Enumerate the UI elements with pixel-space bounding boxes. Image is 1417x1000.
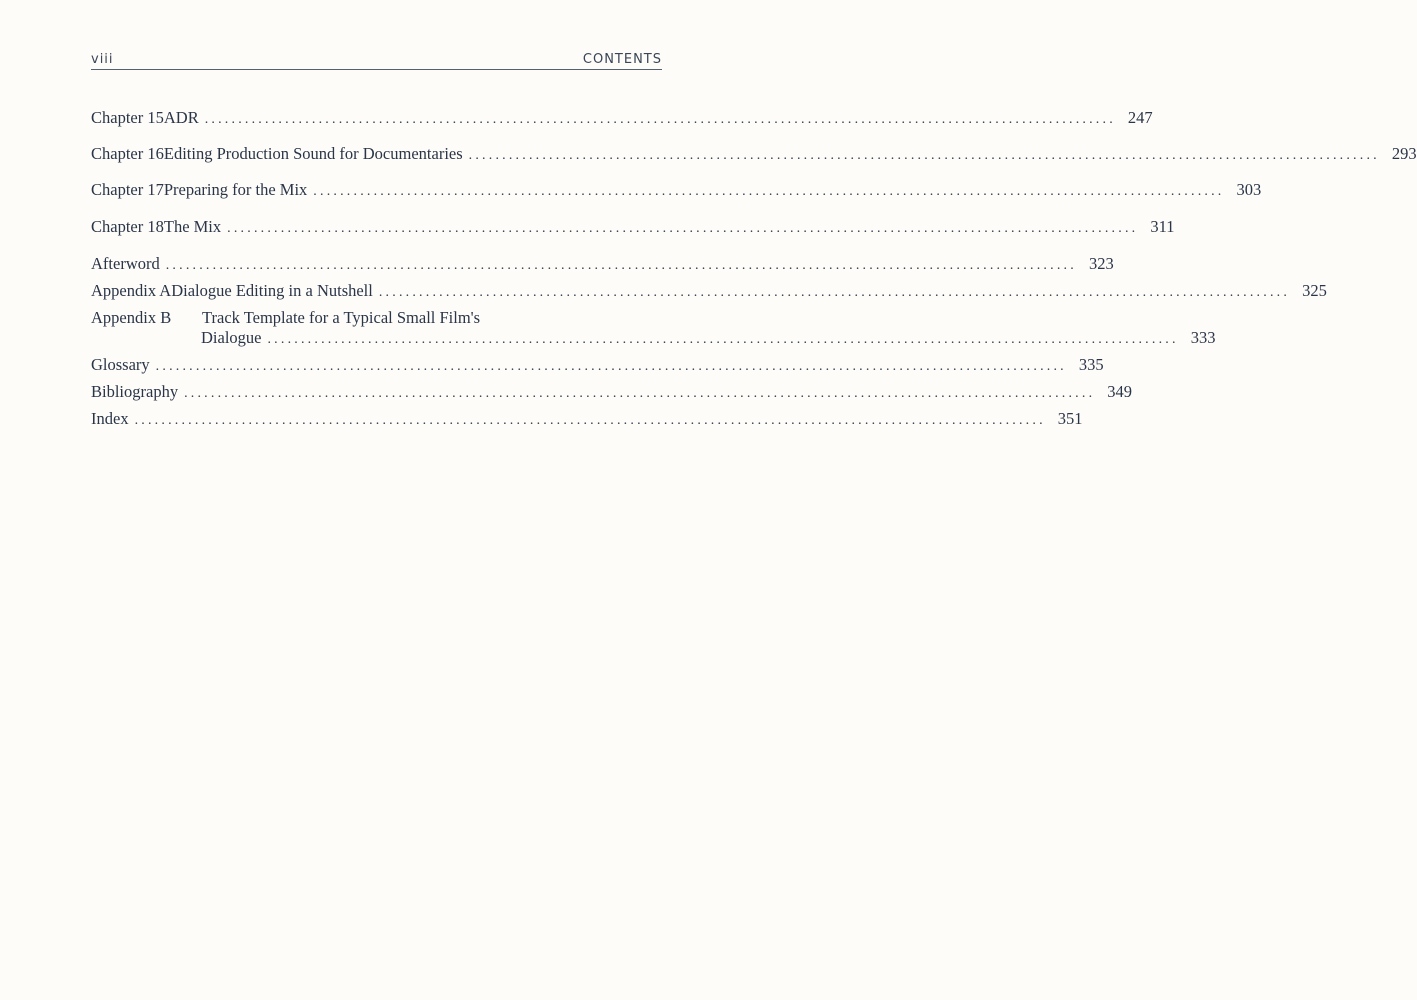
entry-page-number: 293	[1391, 144, 1417, 163]
entry-number: Chapter 15	[91, 108, 164, 127]
dot-leader: ........................................................................................................................................	[165, 258, 1077, 273]
entry-number: Chapter 17	[91, 180, 164, 199]
entry-title: Index	[91, 409, 129, 428]
dot-leader: ........................................................................................................................................	[204, 112, 1116, 127]
entry-number: Appendix B	[91, 308, 172, 327]
entry-page-number: 351	[1057, 409, 1083, 428]
entry-title-continued: Dialogue	[201, 328, 262, 347]
entry-title: Editing Production Sound for Documentaries	[163, 144, 463, 163]
toc-entry-index[interactable]	[91, 409, 1083, 429]
entry-title: Glossary	[91, 355, 150, 374]
running-head	[91, 52, 662, 70]
dot-leader: ........................................................................................................................................	[227, 221, 1139, 236]
entry-page-number: 323	[1088, 254, 1114, 273]
entry-title: Dialogue Editing in a Nutshell	[171, 281, 373, 300]
dot-leader: ........................................................................................................................................	[378, 285, 1291, 300]
toc-entry-chapter-17[interactable]	[91, 180, 1262, 200]
entry-number: Appendix A	[91, 281, 172, 300]
page-folio: viii	[91, 52, 114, 67]
entry-number: Chapter 16	[91, 144, 164, 163]
entry-page-number: 311	[1150, 217, 1175, 236]
entry-title: The Mix	[163, 217, 222, 236]
entry-title: Afterword	[91, 254, 160, 273]
entry-page-number: 335	[1078, 355, 1104, 374]
toc-entry-chapter-18[interactable]	[91, 217, 1175, 237]
toc-entry-afterword[interactable]	[91, 254, 1114, 274]
section-label: CONTENTS	[582, 52, 662, 67]
dot-leader: ........................................................................................................................................	[155, 359, 1067, 374]
entry-page-number: 333	[1190, 328, 1216, 347]
toc-entry-appendix-b[interactable]	[91, 308, 1216, 348]
dot-leader: ........................................................................................................................................	[468, 148, 1380, 163]
entry-title: Bibliography	[91, 382, 179, 401]
entry-page-number: 247	[1127, 108, 1153, 127]
entry-page-number: 325	[1302, 281, 1327, 300]
dot-leader: ........................................................................................................................................	[267, 332, 1179, 347]
entry-number: Chapter 18	[91, 217, 164, 236]
dot-leader: ........................................................................................................................................	[313, 184, 1225, 199]
entry-page-number: 303	[1236, 180, 1262, 199]
toc-entry-chapter-16[interactable]	[91, 144, 1417, 164]
entry-title: Track Template for a Typical Small Film's	[202, 308, 481, 327]
entry-title: ADR	[163, 108, 199, 127]
entry-page-number: 349	[1107, 382, 1133, 401]
header-rule	[91, 69, 662, 70]
dot-leader: ........................................................................................................................................	[134, 413, 1046, 428]
dot-leader: ........................................................................................................................................	[184, 386, 1096, 401]
toc-entry-bibliography[interactable]	[91, 382, 1133, 402]
toc-entry-appendix-a[interactable]	[91, 281, 1327, 301]
toc-entry-glossary[interactable]	[91, 355, 1104, 375]
toc-entry-chapter-15[interactable]	[91, 108, 1153, 128]
entry-title: Preparing for the Mix	[163, 180, 308, 199]
